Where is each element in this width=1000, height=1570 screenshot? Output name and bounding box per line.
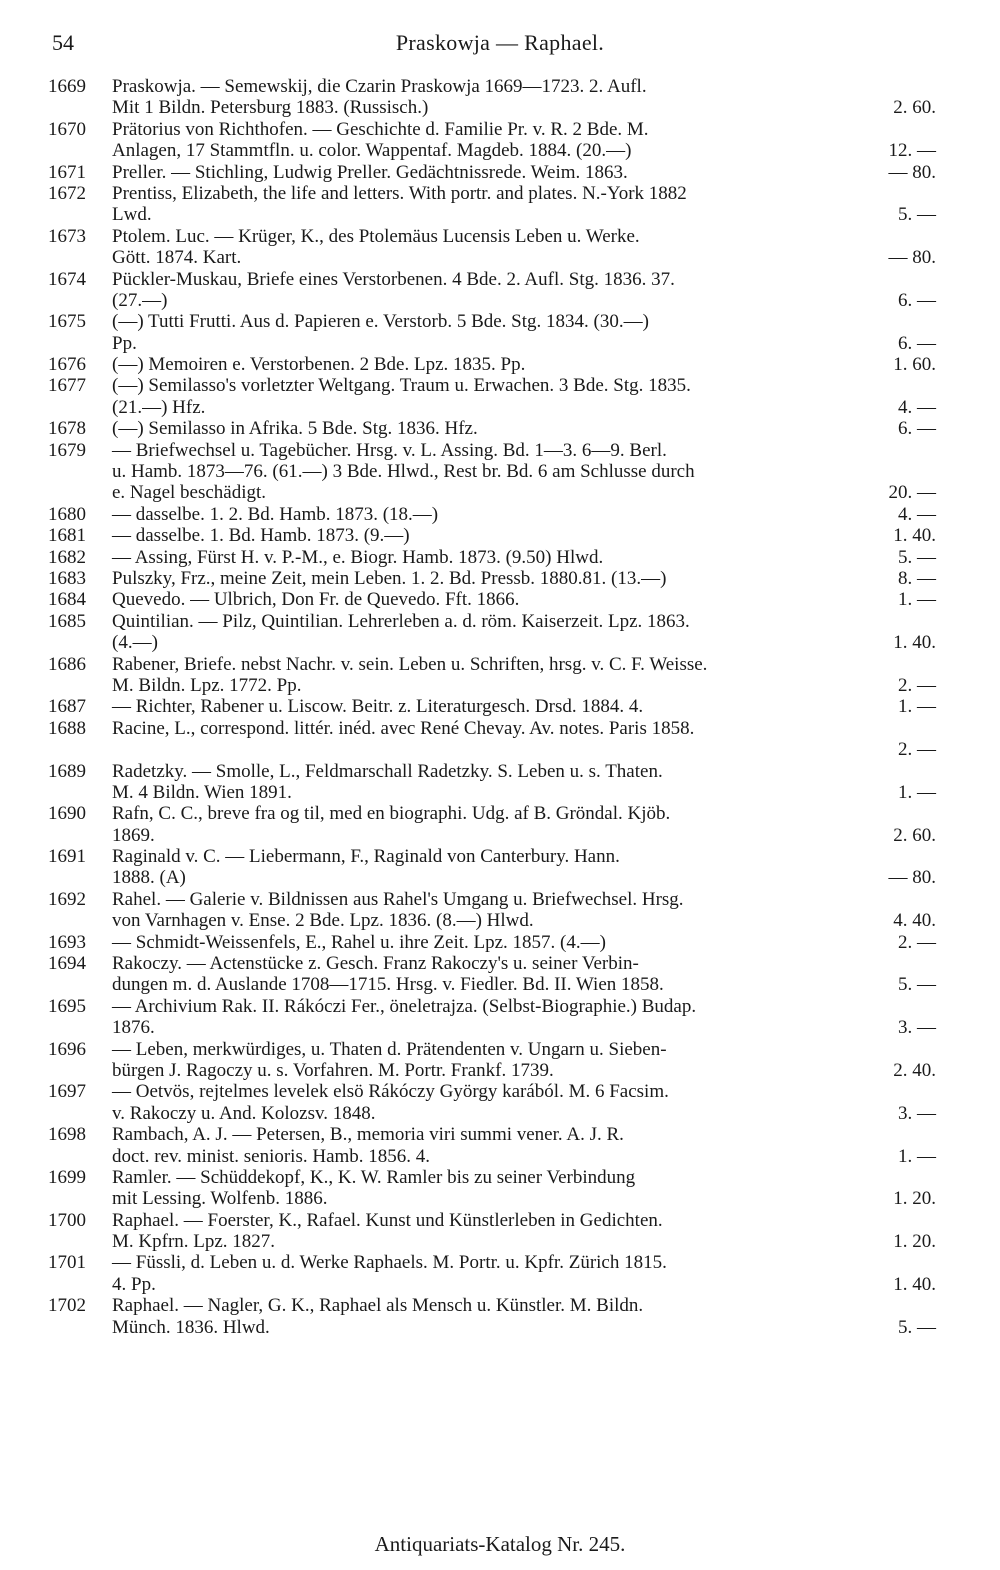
entry-text: Raginald v. C. — Liebermann, F., Raginald von Canterbury. Hann.	[112, 846, 620, 868]
entry-text: Quevedo. — Ulbrich, Don Fr. de Quevedo. Fft. 1866.	[112, 589, 520, 611]
entry-price: 1. 20.	[893, 1188, 936, 1210]
entry-text: von Varnhagen v. Ense. 2 Bde. Lpz. 1836. (8.—) Hlwd.	[112, 910, 534, 932]
entry-text: Gött. 1874. Kart.	[112, 247, 242, 269]
entry-price: 1. —	[898, 696, 936, 718]
entry-line	[0, 654, 1000, 675]
entry-price: 3. —	[898, 1017, 936, 1039]
entry-price: 1. —	[898, 781, 936, 803]
catalog-entry	[0, 611, 1000, 654]
entry-text: Rafn, C. C., breve fra og til, med en biographi. Udg. af B. Gröndal. Kjöb.	[112, 803, 671, 825]
entry-line	[0, 1039, 1000, 1060]
catalog-entry	[0, 504, 1000, 525]
entry-price: 5. —	[898, 546, 936, 568]
entry-line	[0, 825, 1000, 846]
entry-text: — Archivium Rak. II. Rákóczi Fer., öneletrajza. (Selbst-Biographie.) Budap.	[112, 995, 697, 1017]
entry-line	[0, 418, 1000, 439]
catalog-entry	[0, 269, 1000, 312]
entry-price: 20. —	[888, 482, 936, 504]
entry-number: 1671	[48, 161, 86, 183]
entry-text: Prätorius von Richthofen. — Geschichte d. Familie Pr. v. R. 2 Bde. M.	[112, 118, 649, 140]
entry-line	[0, 440, 1000, 461]
entry-line	[0, 482, 1000, 503]
entry-line	[0, 974, 1000, 995]
entry-line	[0, 119, 1000, 140]
catalog-entry	[0, 311, 1000, 354]
catalog-entry	[0, 889, 1000, 932]
entry-number: 1677	[48, 375, 86, 397]
entry-text: — Assing, Fürst H. v. P.-M., e. Biogr. Hamb. 1873. (9.50) Hlwd.	[112, 546, 604, 568]
entry-price: — 80.	[888, 247, 936, 269]
entry-line	[0, 1317, 1000, 1338]
catalog-entry	[0, 183, 1000, 226]
entry-text: Pückler-Muskau, Briefe eines Verstorbenen. 4 Bde. 2. Aufl. Stg. 1836. 37.	[112, 268, 675, 290]
entry-line	[0, 996, 1000, 1017]
catalog-entry	[0, 354, 1000, 375]
entry-text: Raphael. — Foerster, K., Rafael. Kunst und Künstlerleben in Gedichten.	[112, 1209, 663, 1231]
catalog-entry	[0, 1124, 1000, 1167]
entry-number: 1700	[48, 1209, 86, 1231]
catalog-entry	[0, 803, 1000, 846]
entry-price: 2. 40.	[893, 1059, 936, 1081]
entry-price: 1. 20.	[893, 1231, 936, 1253]
entry-number: 1686	[48, 653, 86, 675]
entry-line	[0, 354, 1000, 375]
entry-number: 1698	[48, 1124, 86, 1146]
entry-price: 1. 40.	[893, 525, 936, 547]
entry-price: 4. —	[898, 503, 936, 525]
entry-text: 1869.	[112, 824, 155, 846]
entry-price: 1. —	[898, 589, 936, 611]
catalog-entry	[0, 547, 1000, 568]
entry-number: 1699	[48, 1166, 86, 1188]
catalog-entry	[0, 589, 1000, 610]
entry-text: 4. Pp.	[112, 1273, 156, 1295]
catalog-entry	[0, 718, 1000, 761]
entry-line	[0, 1146, 1000, 1167]
entry-text: — dasselbe. 1. 2. Bd. Hamb. 1873. (18.—)	[112, 503, 439, 525]
entry-text: (4.—)	[112, 632, 158, 654]
entry-line	[0, 782, 1000, 803]
entry-number: 1697	[48, 1081, 86, 1103]
entry-line	[0, 183, 1000, 204]
entry-number: 1683	[48, 567, 86, 589]
entry-line	[0, 1252, 1000, 1273]
entry-price: 1. 40.	[893, 1273, 936, 1295]
catalog-entry	[0, 119, 1000, 162]
catalog-entry	[0, 440, 1000, 504]
entry-line	[0, 846, 1000, 867]
entry-line	[0, 889, 1000, 910]
entry-line	[0, 611, 1000, 632]
entry-line	[0, 162, 1000, 183]
entry-line	[0, 589, 1000, 610]
entry-line	[0, 718, 1000, 739]
entry-text: u. Hamb. 1873—76. (61.—) 3 Bde. Hlwd., Rest br. Bd. 6 am Schlusse durch	[112, 461, 695, 483]
entry-number: 1691	[48, 846, 86, 868]
catalog-entry	[0, 996, 1000, 1039]
entry-text: e. Nagel beschädigt.	[112, 482, 267, 504]
entry-price: 2. 60.	[893, 824, 936, 846]
entry-text: M. Kpfrn. Lpz. 1827.	[112, 1231, 276, 1253]
entry-number: 1672	[48, 182, 86, 204]
entry-number: 1681	[48, 525, 86, 547]
entry-line	[0, 761, 1000, 782]
entry-line	[0, 461, 1000, 482]
entry-price: 6. —	[898, 418, 936, 440]
entry-text: Quintilian. — Pilz, Quintilian. Lehrerleben a. d. röm. Kaiserzeit. Lpz. 1863.	[112, 610, 690, 632]
entry-line	[0, 1103, 1000, 1124]
entry-line	[0, 1274, 1000, 1295]
running-header: Praskowja — Raphael.	[395, 30, 605, 55]
catalog-entry	[0, 696, 1000, 717]
entry-line	[0, 867, 1000, 888]
entry-number: 1679	[48, 439, 86, 461]
entry-number: 1675	[48, 311, 86, 333]
entry-text: Preller. — Stichling, Ludwig Preller. Gedächtnissrede. Weim. 1863.	[112, 161, 628, 183]
entry-number: 1692	[48, 888, 86, 910]
entry-line	[0, 1210, 1000, 1231]
catalog-entry	[0, 525, 1000, 546]
entry-text: (—) Memoiren e. Verstorbenen. 2 Bde. Lpz. 1835. Pp.	[112, 354, 526, 376]
entry-number: 1694	[48, 953, 86, 975]
entry-price: 12. —	[888, 140, 936, 162]
entry-line	[0, 568, 1000, 589]
entry-text: doct. rev. minist. senioris. Hamb. 1856. 4.	[112, 1145, 431, 1167]
entry-text: M. Bildn. Lpz. 1772. Pp.	[112, 674, 302, 696]
entry-price: 2. 60.	[893, 97, 936, 119]
entry-line	[0, 910, 1000, 931]
entry-line	[0, 953, 1000, 974]
entry-line	[0, 375, 1000, 396]
entry-price: — 80.	[888, 161, 936, 183]
entry-price: 1. 60.	[893, 354, 936, 376]
entry-text: M. 4 Bildn. Wien 1891.	[112, 781, 292, 803]
entry-text: 1876.	[112, 1017, 155, 1039]
catalog-entries	[0, 76, 1000, 1338]
entry-line	[0, 247, 1000, 268]
entry-price: 1. —	[898, 1145, 936, 1167]
entry-number: 1689	[48, 760, 86, 782]
entry-line	[0, 311, 1000, 332]
entry-line	[0, 76, 1000, 97]
entry-text: Mit 1 Bildn. Petersburg 1883. (Russisch.)	[112, 97, 429, 119]
entry-line	[0, 1017, 1000, 1038]
entry-price: 2. —	[898, 931, 936, 953]
catalog-entry	[0, 1081, 1000, 1124]
catalog-entry	[0, 418, 1000, 439]
entry-number: 1682	[48, 546, 86, 568]
entry-text: Pp.	[112, 332, 137, 354]
entry-line	[0, 632, 1000, 653]
entry-text: — dasselbe. 1. Bd. Hamb. 1873. (9.—)	[112, 525, 410, 547]
catalog-entry	[0, 375, 1000, 418]
entry-text: Anlagen, 17 Stammtfln. u. color. Wappentaf. Magdeb. 1884. (20.—)	[112, 140, 632, 162]
entry-line	[0, 333, 1000, 354]
entry-number: 1693	[48, 931, 86, 953]
catalog-entry	[0, 1210, 1000, 1253]
entry-line	[0, 932, 1000, 953]
entry-line	[0, 547, 1000, 568]
entry-number: 1678	[48, 418, 86, 440]
entry-line	[0, 204, 1000, 225]
entry-text: (27.—)	[112, 289, 168, 311]
entry-text: Rabener, Briefe. nebst Nachr. v. sein. Leben u. Schriften, hrsg. v. C. F. Weisse.	[112, 653, 708, 675]
entry-text: bürgen J. Ragoczy u. s. Vorfahren. M. Portr. Frankf. 1739.	[112, 1059, 554, 1081]
entry-line	[0, 1188, 1000, 1209]
catalog-entry	[0, 654, 1000, 697]
entry-text: Lwd.	[112, 204, 152, 226]
entry-line	[0, 1124, 1000, 1145]
entry-text: Prentiss, Elizabeth, the life and letters. With portr. and plates. N.-York 1882	[112, 182, 687, 204]
catalog-entry	[0, 761, 1000, 804]
entry-price: 5. —	[898, 1316, 936, 1338]
entry-text: (—) Tutti Frutti. Aus d. Papieren e. Verstorb. 5 Bde. Stg. 1834. (30.—)	[112, 311, 649, 333]
entry-line	[0, 397, 1000, 418]
entry-line	[0, 226, 1000, 247]
entry-price: 4. —	[898, 396, 936, 418]
entry-text: (—) Semilasso's vorletzter Weltgang. Traum u. Erwachen. 3 Bde. Stg. 1835.	[112, 375, 691, 397]
entry-text: — Leben, merkwürdiges, u. Thaten d. Prätendenten v. Ungarn u. Sieben-	[112, 1038, 667, 1060]
entry-number: 1674	[48, 268, 86, 290]
entry-number: 1687	[48, 696, 86, 718]
entry-number: 1696	[48, 1038, 86, 1060]
entry-text: Ptolem. Luc. — Krüger, K., des Ptolemäus Lucensis Leben u. Werke.	[112, 225, 640, 247]
entry-line	[0, 269, 1000, 290]
entry-price: 5. —	[898, 204, 936, 226]
entry-number: 1684	[48, 589, 86, 611]
entry-text: Raphael. — Nagler, G. K., Raphael als Mensch u. Künstler. M. Bildn.	[112, 1295, 644, 1317]
entry-text: Rahel. — Galerie v. Bildnissen aus Rahel's Umgang u. Briefwechsel. Hrsg.	[112, 888, 684, 910]
entry-number: 1701	[48, 1252, 86, 1274]
catalog-entry	[0, 1252, 1000, 1295]
entry-text: Ramler. — Schüddekopf, K., K. W. Ramler bis zu seiner Verbindung	[112, 1166, 636, 1188]
entry-price: 2. —	[898, 739, 936, 761]
catalog-footer: Antiquariats-Katalog Nr. 245.	[374, 1532, 626, 1556]
entry-line	[0, 1295, 1000, 1316]
catalog-entry	[0, 1167, 1000, 1210]
entry-line	[0, 290, 1000, 311]
entry-text: — Richter, Rabener u. Liscow. Beitr. z. Literaturgesch. Drsd. 1884. 4.	[112, 696, 644, 718]
catalog-entry	[0, 226, 1000, 269]
entry-line	[0, 675, 1000, 696]
catalog-entry	[0, 1295, 1000, 1338]
entry-price: 8. —	[898, 567, 936, 589]
entry-text: — Füssli, d. Leben u. d. Werke Raphaels. M. Portr. u. Kpfr. Zürich 1815.	[112, 1252, 667, 1274]
entry-number: 1690	[48, 803, 86, 825]
entry-text: v. Rakoczy u. And. Kolozsv. 1848.	[112, 1102, 376, 1124]
entry-number: 1673	[48, 225, 86, 247]
entry-text: Rakoczy. — Actenstücke z. Gesch. Franz Rakoczy's u. seiner Verbin-	[112, 953, 639, 975]
entry-line	[0, 803, 1000, 824]
entry-price: 4. 40.	[893, 910, 936, 932]
entry-text: dungen m. d. Auslande 1708—1715. Hrsg. v. Fiedler. Bd. II. Wien 1858.	[112, 974, 664, 996]
entry-price: 5. —	[898, 974, 936, 996]
page-number: 54	[52, 30, 74, 55]
entry-number: 1676	[48, 354, 86, 376]
entry-line	[0, 1081, 1000, 1102]
catalog-entry	[0, 76, 1000, 119]
entry-text: Pulszky, Frz., meine Zeit, mein Leben. 1. 2. Bd. Pressb. 1880.81. (13.—)	[112, 567, 667, 589]
entry-price: 2. —	[898, 674, 936, 696]
entry-text: — Oetvös, rejtelmes levelek elsö Rákóczy György karából. M. 6 Facsim.	[112, 1081, 669, 1103]
entry-line	[0, 504, 1000, 525]
catalog-entry	[0, 568, 1000, 589]
entry-text: 1888. (A)	[112, 867, 186, 889]
entry-line	[0, 1167, 1000, 1188]
entry-price: 6. —	[898, 289, 936, 311]
entry-number: 1688	[48, 717, 86, 739]
catalog-entry	[0, 846, 1000, 889]
entry-text: (21.—) Hfz.	[112, 396, 206, 418]
entry-text: — Schmidt-Weissenfels, E., Rahel u. ihre Zeit. Lpz. 1857. (4.—)	[112, 931, 606, 953]
entry-price: 1. 40.	[893, 632, 936, 654]
entry-line	[0, 696, 1000, 717]
entry-line	[0, 140, 1000, 161]
entry-text: Rambach, A. J. — Petersen, B., memoria viri summi vener. A. J. R.	[112, 1124, 624, 1146]
entry-line	[0, 739, 1000, 760]
entry-number: 1669	[48, 76, 86, 97]
entry-price: — 80.	[888, 867, 936, 889]
entry-line	[0, 97, 1000, 118]
entry-text: Radetzky. — Smolle, L., Feldmarschall Radetzky. S. Leben u. s. Thaten.	[112, 760, 663, 782]
entry-line	[0, 525, 1000, 546]
entry-price: 3. —	[898, 1102, 936, 1124]
entry-text: Racine, L., correspond. littér. inéd. avec René Chevay. Av. notes. Paris 1858.	[112, 717, 695, 739]
entry-text: Praskowja. — Semewskij, die Czarin Praskowja 1669—1723. 2. Aufl.	[112, 76, 647, 97]
entry-text: (—) Semilasso in Afrika. 5 Bde. Stg. 1836. Hfz.	[112, 418, 478, 440]
entry-number: 1695	[48, 995, 86, 1017]
entry-text: — Briefwechsel u. Tagebücher. Hrsg. v. L. Assing. Bd. 1—3. 6—9. Berl.	[112, 439, 667, 461]
entry-number: 1670	[48, 118, 86, 140]
entry-text: Münch. 1836. Hlwd.	[112, 1316, 270, 1338]
entry-text: mit Lessing. Wolfenb. 1886.	[112, 1188, 328, 1210]
catalog-entry	[0, 953, 1000, 996]
catalog-entry	[0, 932, 1000, 953]
entry-number: 1680	[48, 503, 86, 525]
entry-line	[0, 1060, 1000, 1081]
catalog-entry	[0, 1039, 1000, 1082]
entry-price: 6. —	[898, 332, 936, 354]
entry-number: 1702	[48, 1295, 86, 1317]
entry-number: 1685	[48, 610, 86, 632]
entry-line	[0, 1231, 1000, 1252]
catalog-entry	[0, 162, 1000, 183]
